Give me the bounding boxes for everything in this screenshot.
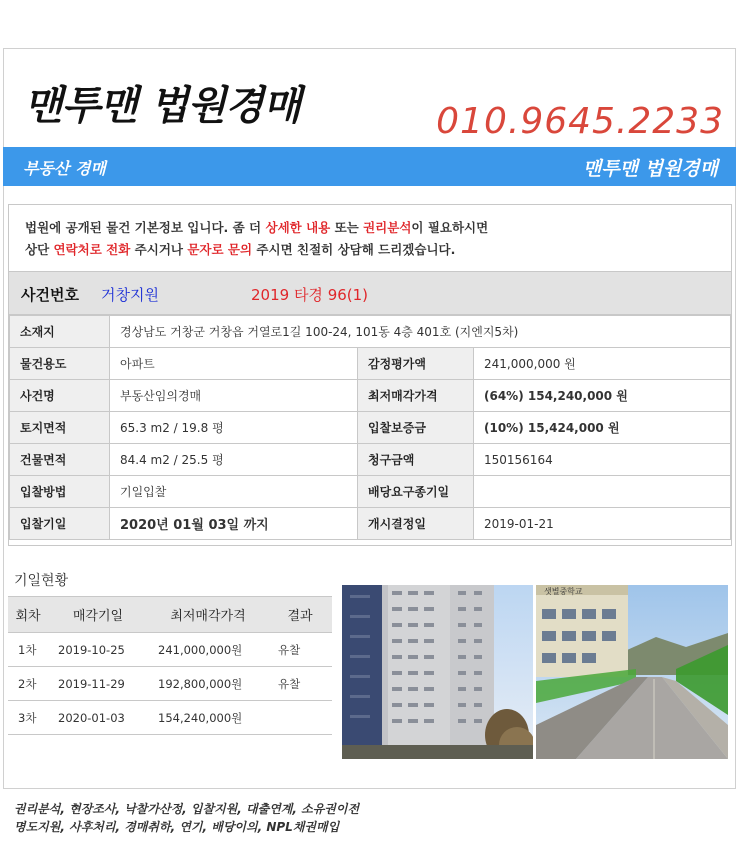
property-info-box — [8, 204, 732, 546]
property-detail-table — [9, 315, 731, 540]
history-cell: 유찰 — [268, 667, 332, 701]
history-cell — [268, 701, 332, 735]
usage-label: 물건용도 — [10, 348, 110, 380]
dividend-deadline-value — [474, 476, 731, 508]
notice-text-part: 법원에 공개된 물건 기본정보 입니다. 좀 더 — [25, 220, 266, 235]
minprice-label: 최저매각가격 — [358, 380, 474, 412]
court-name: 거창지원 — [101, 286, 159, 304]
notice-text — [25, 217, 488, 261]
history-header-row — [8, 597, 332, 633]
history-col-round: 회차 — [8, 597, 48, 633]
notice-highlight: 상세한 내용 — [265, 220, 331, 235]
dividend-deadline-label: 배당요구종기일 — [358, 476, 474, 508]
notice-text-part: 주시거나 — [130, 242, 188, 257]
history-cell: 1차 — [8, 633, 48, 667]
notice-text-part: 주시면 친절히 상담해 드리겠습니다. — [252, 242, 456, 257]
table-row — [10, 348, 731, 380]
history-col-price: 최저매각가격 — [148, 597, 268, 633]
table-row — [8, 701, 332, 735]
notice-text-part: 이 필요하시면 — [411, 220, 489, 235]
notice-text-part: 상단 — [25, 242, 54, 257]
claim-value: 150156164 — [474, 444, 731, 476]
notice-text-part: 또는 — [330, 220, 364, 235]
building-area-value: 84.4 m2 / 25.5 평 — [110, 444, 358, 476]
apartment-photo[interactable] — [342, 585, 533, 759]
land-area-label: 토지면적 — [10, 412, 110, 444]
category-bar — [3, 147, 736, 186]
history-title: 기일현황 — [14, 573, 69, 589]
history-col-date: 매각기일 — [48, 597, 148, 633]
category-label: 부동산 경매 — [23, 159, 106, 178]
history-cell: 3차 — [8, 701, 48, 735]
brand-title: 맨투맨 법원경매 — [24, 83, 301, 129]
notice-highlight: 권리분석 — [363, 220, 412, 235]
bid-method-value: 기일입찰 — [110, 476, 358, 508]
history-cell: 2020-01-03 — [48, 701, 148, 735]
bid-date-label: 입찰기일 — [10, 508, 110, 540]
appraisal-value: 241,000,000 원 — [474, 348, 731, 380]
history-col-result: 결과 — [268, 597, 332, 633]
history-cell: 192,800,000원 — [148, 667, 268, 701]
table-row — [8, 633, 332, 667]
building-area-label: 건물면적 — [10, 444, 110, 476]
appraisal-label: 감정평가액 — [358, 348, 474, 380]
table-row — [10, 316, 731, 348]
table-row — [10, 444, 731, 476]
bid-method-label: 입찰방법 — [10, 476, 110, 508]
history-cell: 241,000,000원 — [148, 633, 268, 667]
bar-brand-label: 맨투맨 법원경매 — [582, 158, 718, 180]
school-sign-text: 샛별중학교 — [544, 587, 583, 596]
land-area-value: 65.3 m2 / 19.8 평 — [110, 412, 358, 444]
table-row — [8, 667, 332, 701]
notice-highlight: 문자로 문의 — [187, 242, 253, 257]
minprice-value: (64%) 154,240,000 원 — [474, 380, 731, 412]
location-label: 소재지 — [10, 316, 110, 348]
claim-label: 청구금액 — [358, 444, 474, 476]
location-value: 경상남도 거창군 거창읍 거열로1길 100-24, 101동 4층 401호 (지엔지5차) — [110, 316, 731, 348]
history-cell: 2차 — [8, 667, 48, 701]
table-row — [10, 412, 731, 444]
deposit-label: 입찰보증금 — [358, 412, 474, 444]
footer-services — [14, 800, 359, 836]
footer-line: 명도지원, 사후처리, 경매취하, 연기, 배당이의, NPL채권매입 — [14, 820, 340, 834]
history-cell: 2019-10-25 — [48, 633, 148, 667]
notice-highlight: 연락처로 전화 — [53, 242, 131, 257]
table-row — [10, 476, 731, 508]
usage-value: 아파트 — [110, 348, 358, 380]
footer-line: 권리분석, 현장조사, 낙찰가산정, 입찰지원, 대출연계, 소유권이전 — [14, 802, 360, 816]
street-photo[interactable] — [536, 585, 728, 759]
case-number-label: 사건번호 — [21, 286, 79, 304]
table-row — [10, 508, 731, 540]
case-number: 2019 타경 96(1) — [251, 286, 369, 304]
deposit-value: (10%) 15,424,000 원 — [474, 412, 731, 444]
start-date-label: 개시결정일 — [358, 508, 474, 540]
history-cell: 2019-11-29 — [48, 667, 148, 701]
casename-value: 부동산임의경매 — [110, 380, 358, 412]
auction-history-table — [8, 596, 332, 735]
bid-date-value: 2020년 01월 03일 까지 — [110, 508, 358, 540]
case-number-row — [9, 271, 731, 315]
history-cell: 154,240,000원 — [148, 701, 268, 735]
history-cell: 유찰 — [268, 633, 332, 667]
start-date-value: 2019-01-21 — [474, 508, 731, 540]
casename-label: 사건명 — [10, 380, 110, 412]
phone-number[interactable]: 010.9645.2233 — [436, 101, 724, 142]
table-row — [10, 380, 731, 412]
